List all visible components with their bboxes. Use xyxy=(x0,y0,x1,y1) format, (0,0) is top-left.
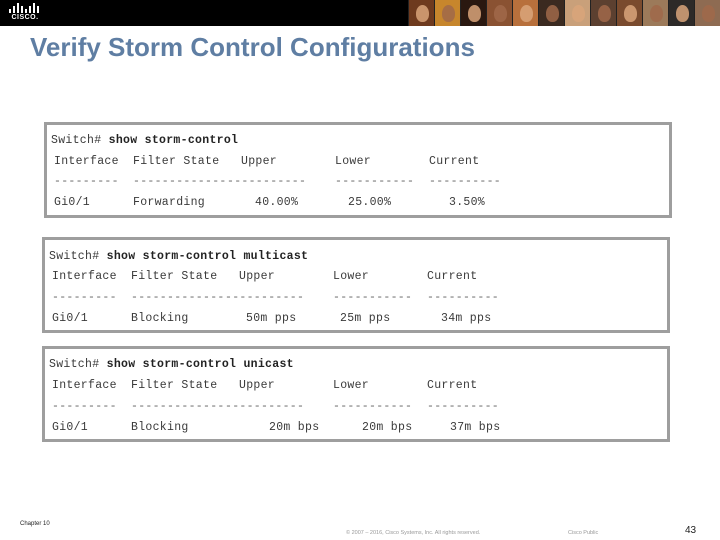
separator-row xyxy=(47,175,669,189)
face-icon xyxy=(494,5,507,22)
separator: ----------- xyxy=(335,175,415,188)
header-upper: Upper xyxy=(241,155,278,168)
face-icon xyxy=(416,5,429,22)
person-photo xyxy=(694,0,720,26)
cell-lower: 20m bps xyxy=(362,421,413,434)
cell-current: 37m bps xyxy=(450,421,501,434)
cell-lower: 25m pps xyxy=(340,312,391,325)
header-current: Current xyxy=(427,379,478,392)
face-icon xyxy=(546,5,559,22)
face-icon xyxy=(598,5,611,22)
cell-filter-state: Forwarding xyxy=(133,196,206,209)
cell-current: 34m pps xyxy=(441,312,492,325)
header-current: Current xyxy=(427,270,478,283)
page-number: 43 xyxy=(685,525,697,536)
cell-interface: Gi0/1 xyxy=(54,196,91,209)
command-text: show storm-control unicast xyxy=(106,358,294,371)
separator: --------- xyxy=(54,175,119,188)
separator: ----------- xyxy=(225,291,305,304)
separator-row xyxy=(45,400,667,414)
person-photo xyxy=(642,0,668,26)
separator: ---------- xyxy=(429,175,502,188)
command-text: show storm-control xyxy=(108,134,239,147)
command-line xyxy=(49,358,294,372)
column-headers xyxy=(45,379,667,393)
cell-interface: Gi0/1 xyxy=(52,421,89,434)
separator: ------------- xyxy=(131,291,225,304)
header-lower: Lower xyxy=(335,155,372,168)
cell-filter-state: Blocking xyxy=(131,421,189,434)
header-filter-state: Filter State xyxy=(133,155,220,168)
copyright-notice: © 2007 – 2016, Cisco Systems, Inc. All rights reserved. xyxy=(346,530,481,536)
page-title: Verify Storm Control Configurations xyxy=(30,32,475,62)
cell-upper: 40.00% xyxy=(255,196,299,209)
face-icon xyxy=(624,5,637,22)
header-interface: Interface xyxy=(52,379,117,392)
separator: ----------- xyxy=(333,400,413,413)
cell-interface: Gi0/1 xyxy=(52,312,89,325)
terminal-output-unicast xyxy=(42,346,670,442)
command-text: show storm-control multicast xyxy=(106,250,309,263)
face-icon xyxy=(676,5,689,22)
cisco-logo xyxy=(8,3,42,23)
person-photo xyxy=(668,0,694,26)
command-line xyxy=(51,134,238,148)
terminal-output-storm-control xyxy=(44,122,672,218)
command-prompt: Switch# xyxy=(51,134,102,147)
person-photo xyxy=(512,0,538,26)
people-photo-strip xyxy=(408,0,720,26)
person-photo xyxy=(590,0,616,26)
face-icon xyxy=(442,5,455,22)
chapter-label: Chapter 10 xyxy=(20,521,50,527)
command-prompt: Switch# xyxy=(49,358,100,371)
face-icon xyxy=(468,5,481,22)
cell-upper: 50m pps xyxy=(246,312,297,325)
header-filter-state: Filter State xyxy=(131,270,218,283)
separator: ------------- xyxy=(131,400,225,413)
separator: --------- xyxy=(52,400,117,413)
header-lower: Lower xyxy=(333,270,370,283)
separator: ----------- xyxy=(333,291,413,304)
separator: ---------- xyxy=(427,400,500,413)
column-headers xyxy=(47,155,669,169)
command-line xyxy=(49,250,308,264)
column-headers xyxy=(45,270,667,284)
cell-upper: 20m bps xyxy=(269,421,320,434)
header-filter-state: Filter State xyxy=(131,379,218,392)
person-photo xyxy=(408,0,434,26)
face-icon xyxy=(572,5,585,22)
cell-filter-state: Blocking xyxy=(131,312,189,325)
logo-text: CISCO. xyxy=(11,14,39,21)
header-interface: Interface xyxy=(54,155,119,168)
separator: ---------- xyxy=(427,291,500,304)
data-row xyxy=(45,421,667,435)
person-photo xyxy=(616,0,642,26)
face-icon xyxy=(650,5,663,22)
cell-current: 3.50% xyxy=(449,196,486,209)
face-icon xyxy=(520,5,533,22)
person-photo xyxy=(486,0,512,26)
header-lower: Lower xyxy=(333,379,370,392)
person-photo xyxy=(564,0,590,26)
separator: ------------- xyxy=(133,175,227,188)
separator-row xyxy=(45,291,667,305)
header-upper: Upper xyxy=(239,379,276,392)
separator: --------- xyxy=(52,291,117,304)
header-upper: Upper xyxy=(239,270,276,283)
top-banner xyxy=(0,0,720,26)
person-photo xyxy=(538,0,564,26)
data-row xyxy=(47,196,669,210)
person-photo xyxy=(434,0,460,26)
face-icon xyxy=(702,5,715,22)
classification-label: Cisco Public xyxy=(568,530,599,536)
cisco-bars-icon xyxy=(8,3,42,14)
terminal-output-multicast xyxy=(42,237,670,333)
separator: ----------- xyxy=(227,175,307,188)
separator: ----------- xyxy=(225,400,305,413)
data-row xyxy=(45,312,667,326)
header-current: Current xyxy=(429,155,480,168)
cell-lower: 25.00% xyxy=(348,196,392,209)
person-photo xyxy=(460,0,486,26)
header-interface: Interface xyxy=(52,270,117,283)
command-prompt: Switch# xyxy=(49,250,100,263)
